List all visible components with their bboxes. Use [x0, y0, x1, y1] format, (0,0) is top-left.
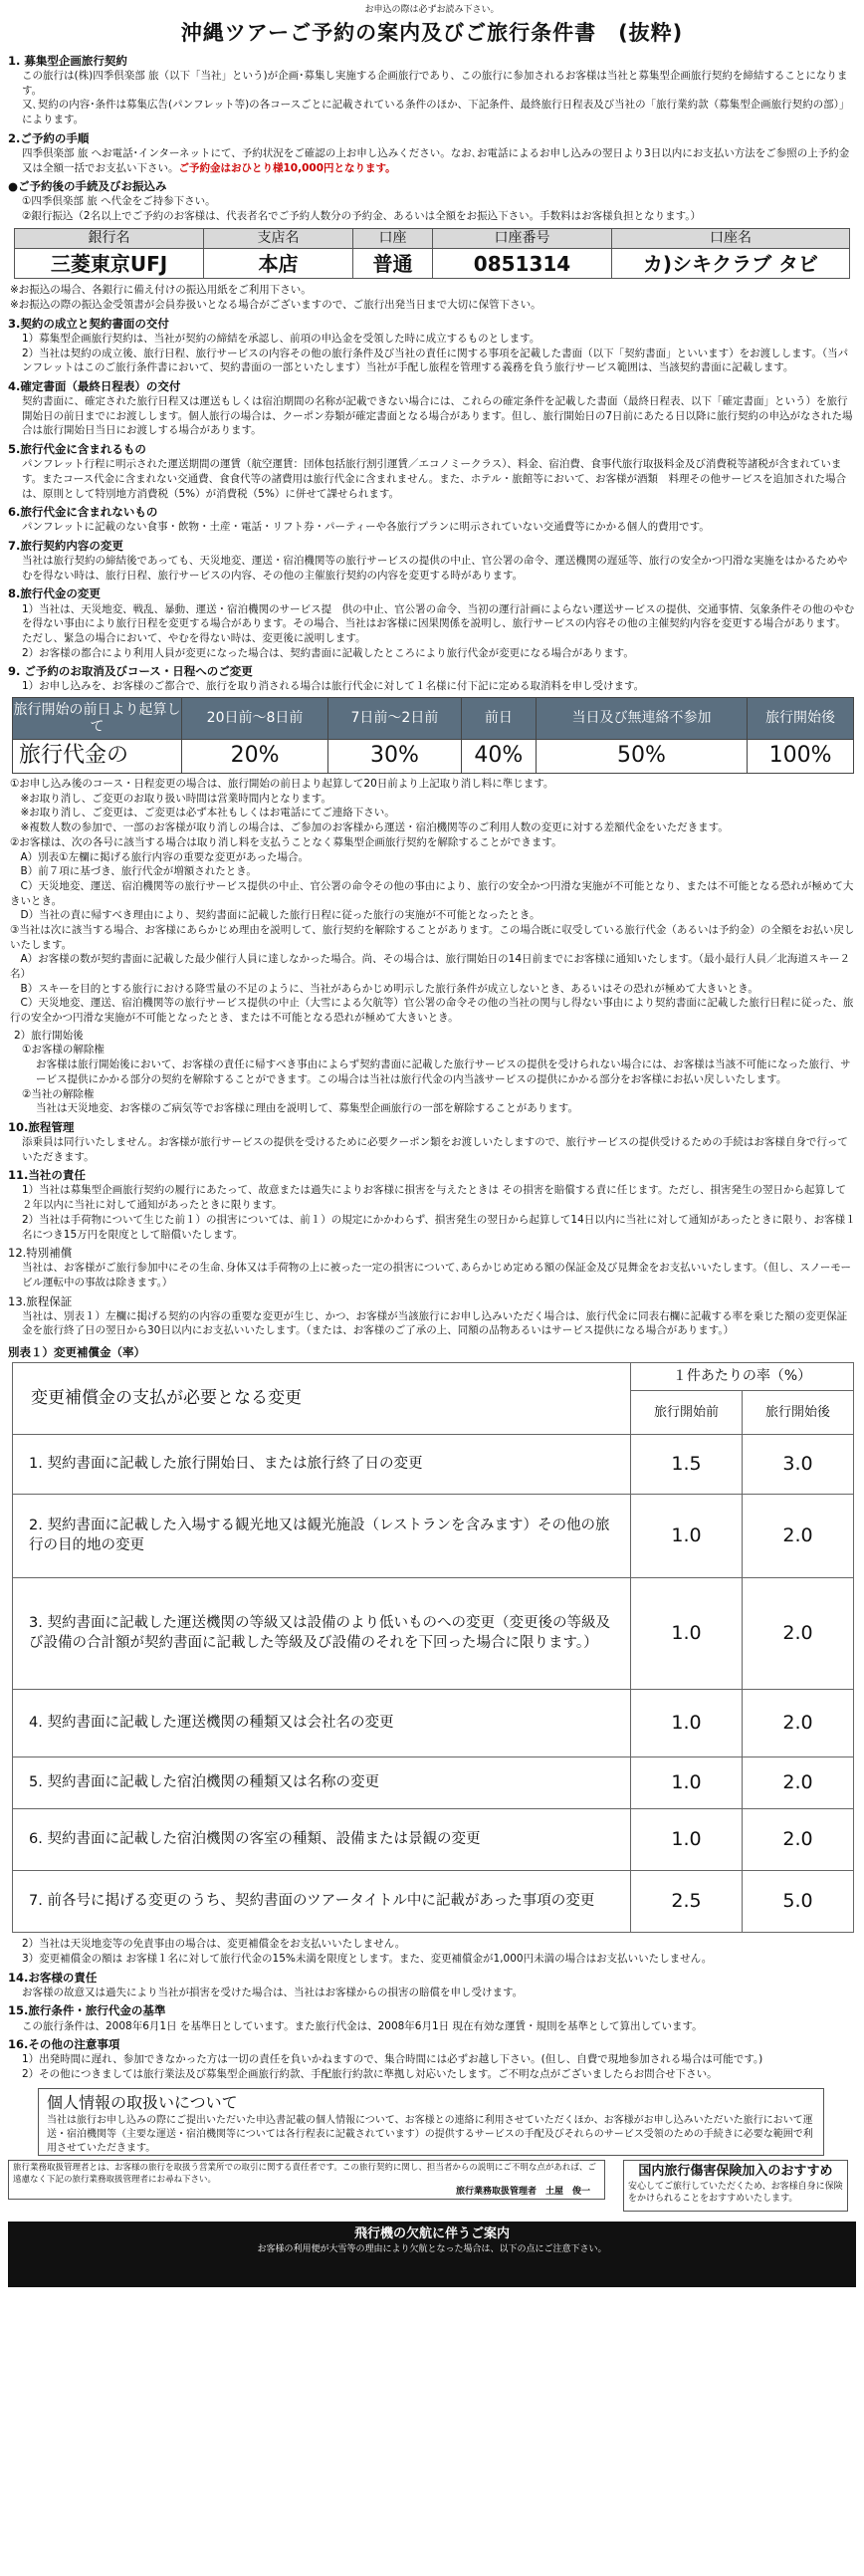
cancel-note: B）前７項に基づき、旅行代金が増額されたとき。: [10, 865, 257, 878]
compensation-head: 変更補償金の支払が必要となる変更: [13, 1363, 631, 1435]
cancel-note: ②お客様は、次の各号に該当する場合は取り消し料を支払うことなく募集型企画旅行契約を解除することができます。: [10, 835, 562, 848]
privacy-heading: 個人情報の取扱いについて: [47, 2092, 238, 2112]
sub-heading: ①お客様の解除権: [22, 1044, 105, 1056]
rate-before: 1.0: [631, 1757, 743, 1809]
section-heading: 3.契約の成立と契約書面の交付: [8, 316, 169, 331]
paragraph: ②銀行振込（2名以上でご予約のお客様は、代表者名でご予約人数分の予約金、あるいは全額をお振込下さい。手数料はお客様負担となります。）: [22, 210, 702, 223]
paragraph: お客様は旅行開始後において、お客様の責任に帰すべき事由によらず契約書面に記載した旅行サービスの提供を受けられない場合には、お客様は当該不可能になった旅行、サービス提供にかかる部分の契約を解除することができます。この場合は当社は旅行代金の内当該サービスの提供にかかる部分をお客様にお払い戻しいたします。: [36, 1058, 851, 1085]
section-heading: 11.当社の責任: [8, 1168, 86, 1183]
bank-account-table: [14, 228, 850, 280]
privacy-text: 当社は旅行お申し込みの際にご提出いただいた申込書記載の個人情報について、お客様との連絡に利用させていただくほか、お客様がお申し込みいただいた旅行において運送・宿泊機関等（主要な運送・宿泊機関等については各行程表に記載されています）の提供するサービスの手配及びそれらのサービス受領のための手続きに必要な範囲で利用させていただきます。: [47, 2114, 813, 2154]
account-number: 0851314: [433, 249, 612, 279]
bank-header: 口座番号: [433, 228, 612, 249]
sub-heading: 2）旅行開始後: [14, 1029, 84, 1042]
section-heading: 12.特別補償: [8, 1246, 73, 1261]
paragraph: 1）出発時間に遅れ、参加できなかった方は一切の責任を負いかねますので、集合時間には必ずお越し下さい。(但し、自費で現地参加される場合は可能です。): [22, 2053, 763, 2066]
cancel-rate: 50%: [536, 740, 747, 774]
compensation-note: 3）変更補償金の額は お客様１名に対して旅行代金の15%未満を限度とします。また、変更補償金が1,000円未満の場合はお支払いいたしません。: [22, 1952, 713, 1965]
paragraph: 2）当社は手荷物について生じた前１）の損害については、前１）の規定にかかわらず、損害発生の翌日から起算して14日以内に当社に対して通知があったときに限り、お客様１名につき15万円を限度として賠償いたします。: [22, 1213, 856, 1241]
manager-box: [8, 2160, 605, 2200]
cancel-note: ①お申し込み後のコース・日程変更の場合は、旅行開始の前日より起算して20日前より上記取り消し料に準じます。: [10, 778, 554, 791]
cancel-notes: [8, 777, 856, 1026]
cancel-note: A）お客様の数が契約書面に記載した最少催行人員に達しなかった場合。尚、その場合は、旅行開始日の14日前までにお客様に通知いたします。（最小最行人員／北海道スキー２名）: [10, 953, 850, 981]
cancel-header: 旅行開始の前日より起算して: [13, 698, 182, 740]
paragraph: 1）当社は募集型企画旅行契約の履行にあたって、故意または過失によりお客様に損害を与えたときは その損害を賠償する責に任じます。ただし、損害発生の翌日から起算して２年以内に当社に対して通知があったときに限ります。: [22, 1184, 846, 1212]
footer-banner: [8, 2222, 856, 2287]
rate-after: 2.0: [743, 1690, 854, 1757]
section-heading: 5.旅行代金に含まれるもの: [8, 442, 146, 457]
account-name: カ)シキクラブ タビ: [612, 249, 850, 279]
cancel-note: ※お取り消し、ご変更は、ご変更は必ず本社もしくはお電話にてご連絡下さい。: [10, 807, 395, 820]
paragraph: パンフレット行程に明示された運送期間の運賃（航空運賃：団体包括旅行割引運賃／エコノミークラス）、料金、宿泊費、食事代旅行取扱料金及び消費税等諸税が含まれています。またコース代金に含まれない交通費、食食代等の諸費用は旅行代金に含まれません。また、ホテル・旅館等において、お客様が酒類 料理その他サービスを追加された場合は、原則として特別地方消費税（5%）が消費税（5%）に併せて課せられます。: [22, 458, 847, 500]
cancel-header: 当日及び無連絡不参加: [536, 698, 747, 740]
account-type: 普通: [353, 249, 433, 279]
cancel-header: 旅行開始後: [748, 698, 854, 740]
section-heading: 16.その他の注意事項: [8, 2037, 120, 2052]
cancel-note: ③当社は次に該当する場合、お客様にあらかじめ理由を説明して、旅行契約を解除することがあります。この場合既に収受している旅行代金（あるいは予約金）の全額をお払い戻しいたします。: [10, 923, 855, 951]
section-heading: 7.旅行契約内容の変更: [8, 539, 123, 553]
compensation-item: 6. 契約書面に記載した宿泊機関の客室の種類、設備または景観の変更: [13, 1809, 631, 1871]
section-heading: 10.旅程管理: [8, 1119, 75, 1134]
cancel-rate: 40%: [461, 740, 536, 774]
compensation-item: 5. 契約書面に記載した宿泊機関の種類又は名称の変更: [13, 1757, 631, 1809]
section-heading: ●ご予約後の手続及びお振込み: [8, 179, 167, 194]
page-title: 沖縄ツアーご予約の案内及びご旅行条件書 (抜粋): [180, 21, 684, 45]
paragraph: お客様の故意又は過失により当社が損害を受けた場合は、当社はお客様からの損害の賠償を申し受けます。: [22, 1986, 524, 1998]
manager-text: 旅行業務取扱管理者とは、お客様の旅行を取扱う営業所での取引に関する責任者です。この旅行契約に関し、担当者からの説明にご不明な点があれば、ご遠慮なく下記の旅行業務取扱管理者にお尋ね下さい。: [13, 2162, 596, 2185]
insurance-box: [623, 2160, 848, 2212]
before-head: 旅行開始前: [631, 1391, 743, 1435]
compensation-item: 3. 契約書面に記載した運送機関の等級又は設備のより低いものへの変更（変更後の等級及び設備の合計額が契約書面に記載した等級及び設備のそれを下回った場合に限ります。）: [13, 1578, 631, 1690]
paragraph: 添乗員は同行いたしません。お客様が旅行サービスの提供を受けるために必要クーポン類をお渡しいたしますので、旅行サービスの提供受けるための手続はお客様自身で行っていただきます。: [22, 1136, 848, 1163]
cancel-header: 20日前～8日前: [182, 698, 328, 740]
section-heading: 6.旅行代金に含まれないもの: [8, 505, 158, 520]
footer-text: お客様の利用便が大雪等の理由により欠航となった場合は、以下の点にご注意下さい。: [257, 2243, 607, 2254]
paragraph: この旅行条件は、2008年6月1日 を基準日としています。また旅行代金は、2008年6月1日 現在有効な運賃・規則を基準として算出しています。: [22, 2019, 703, 2032]
paragraph-text: 四季倶楽部 旅 へお電話･インターネットにて、予約状況をご確認の上お申し込みください。なお､お電話によるお申し込みの翌日より3日以内にお支払い方法をご参照の上予約金又は全額一括でお支払い下さい。: [22, 146, 850, 174]
cancel-header: 7日前～2日前: [328, 698, 462, 740]
rate-before: 1.0: [631, 1809, 743, 1871]
cancel-note: A）別表①左欄に掲げる旅行内容の重要な変更があった場合。: [10, 850, 309, 863]
cancel-note: C）天災地変、運送、宿泊機関等の旅行サービス提供の中止、官公署の命令その他の事由により、旅行の安全かつ円滑な実施が不可能となり、または不可能となる恐れが極めて大きいとき。: [10, 879, 854, 907]
cancel-row-label: 旅行代金の: [13, 740, 182, 774]
manager-name: 土屋 俊一: [544, 2187, 590, 2198]
rate-before: 1.0: [631, 1495, 743, 1578]
cancel-rate: 20%: [182, 740, 328, 774]
paragraph: 契約書面に、確定された旅行日程又は運送もしくは宿泊期間の名称が記載できない場合には、これらの確定条件を記載した書面（最終日程表、以下「確定書面」という）を旅行開始日の前日までにお渡しします。個人旅行の場合は、クーポン券類が確定書面となる場合があります。但し、旅行開始日の7日前にあたる日以降に旅行契約の申込がなされた場合は旅行開始日当日にお渡しする場合があります。: [22, 395, 853, 437]
rate-before: 1.0: [631, 1690, 743, 1757]
cancel-note: C）天災地変、運送、宿泊機関等の旅行サービス提供の中止（大雪による欠航等）官公署の命令その他の当社の関与し得ない事由により契約書面に記載した旅行日程に従った、旅行の安全かつ円滑な実施が不可能となったとき、または不可能となる恐れが極めて大きいとき。: [10, 997, 854, 1025]
section-heading: 2.ご予約の手順: [8, 130, 90, 145]
rate-before: 1.5: [631, 1435, 743, 1495]
rate-after: 2.0: [743, 1495, 854, 1578]
bank-header: 支店名: [204, 228, 353, 249]
rate-after: 5.0: [743, 1871, 854, 1933]
compensation-item: 7. 前各号に掲げる変更のうち、契約書面のツアータイトル中に記載があった事項の変更: [13, 1871, 631, 1933]
insurance-heading: 国内旅行傷害保険加入のおすすめ: [638, 2163, 833, 2179]
cancel-note: ※お取り消し、ご変更のお取り扱い時間は営業時間内となります。: [10, 792, 331, 805]
rate-before: 1.0: [631, 1578, 743, 1690]
bank-note: ※お振込の際の振込金受領書が会員券扱いとなる場合がございますので、ご旅行出発当日まで大切に保管下さい。: [10, 299, 541, 312]
compensation-note: 2）当社は天災地変等の免責事由の場合は、変更補償金をお支払いいたしません。: [22, 1938, 406, 1951]
paragraph: 当社は、別表１）左欄に掲げる契約の内容の重要な変更が生じ、かつ、お客様が当該旅行にお申し込みいただく場合は、旅行代金に同表右欄に記載する率を乗じた額の変更保証金を旅行終了日の翌日から30日以内にお支払いいたします。（または、お客様のご了承の上、同額の品物あるいはサービス提供になる場合があります。）: [22, 1309, 848, 1337]
rate-head: １件あたりの率（%）: [631, 1363, 854, 1391]
bank-name: 三菱東京UFJ: [15, 249, 204, 279]
section-heading: 13.旅程保証: [8, 1293, 73, 1308]
rate-after: 3.0: [743, 1435, 854, 1495]
paragraph: 2）当社は契約の成立後、旅行日程、旅行サービスの内容その他の旅行条件及び当社の責任に関する事項を記載した書面（以下「契約書面」といいます）をお渡しします。（当パンフレットはこのご旅行条件書において、契約書面の一部といたします）当社が手配し旅程を管理する義務を負う旅行サービス範囲は、当該契約書面に記載します。: [22, 347, 849, 374]
bank-note: ※お振込の場合、各銀行に備え付けの振込用紙をご利用下さい。: [10, 284, 312, 297]
paragraph: 当社は、お客様がご旅行参加中にその生命､身体又は手荷物の上に被った一定の損害について､あらかじめ定める額の保証金及び見舞金をお支払いいたします。（但し、スノーモービル運転中の事故は除きます。）: [22, 1262, 851, 1288]
sub-heading: ②当社の解除権: [22, 1087, 95, 1100]
paragraph: 1）募集型企画旅行契約は、当社が契約の締結を承認し、前項の申込金を受領した時に成立するものとします。: [22, 332, 540, 345]
cancel-note: ※複数人数の参加で、一部のお客様が取り消しの場合は、ご参加のお客様から運送・宿泊機関等のご利用人数の変更に対する差額代金をいただきます。: [10, 821, 729, 834]
cancel-rate: 100%: [748, 740, 854, 774]
section-heading: 1. 募集型企画旅行契約: [8, 54, 127, 68]
cancel-note: B）スキーを目的とする旅行における降雪量の不足のように、当社があらかじめ明示した旅行条件が成立しないとき、あるいはその恐れが極めて大きいとき。: [10, 982, 758, 995]
cancel-note: D）当社の責に帰すべき理由により、契約書面に記載した旅行日程に従った旅行の実施が不可能となったとき。: [10, 909, 540, 922]
table-caption: 別表１）変更補償金（率）: [8, 1345, 145, 1360]
paragraph: 2）お客様の都合により利用人員が変更になった場合は、契約書面に記載したところにより旅行代金が変更になる場合があります。: [22, 646, 634, 659]
manager-label: 旅行業務取扱管理者: [455, 2187, 537, 2198]
bank-header: 口座: [353, 228, 433, 249]
paragraph: 当社は天災地変、お客様のご病気等でお客様に理由を説明して、募集型企画旅行の一部を解除することがあります。: [36, 1102, 578, 1115]
privacy-box: [38, 2088, 824, 2156]
paragraph: 1）お申し込みを、お客様のご都合で、旅行を取り消される場合は旅行代金に対して１名様に付下記に定める取消料を申し受けます。: [22, 680, 645, 693]
branch-name: 本店: [204, 249, 353, 279]
paragraph: 1）当社は、天災地変、戦乱、暴動、運送・宿泊機関のサービス提 供の中止、官公署の命令、当初の運行計画によらない運送サービスの提供、交通事情、気象条件その他のやむを得ない事由により旅行日程を変更する場合があります。その場合、当社はお客様に因果関係を説明し、旅行サービスの内容その他の主催契約内容を変更する場合があります。ただし、緊急の場合において、やむを得ない時は、変更後に説明します。: [22, 602, 855, 644]
compensation-item: 4. 契約書面に記載した運送機関の種類又は会社名の変更: [13, 1690, 631, 1757]
bank-header: 口座名: [612, 228, 850, 249]
footer-heading: 飛行機の欠航に伴うご案内: [353, 2225, 510, 2241]
rate-after: 2.0: [743, 1578, 854, 1690]
rate-after: 2.0: [743, 1757, 854, 1809]
bottom-info-row: [8, 2160, 856, 2218]
paragraph: この旅行は(株)四季倶楽部 旅（以下「当社」という)が企画･募集し実施する企画旅行であり、この旅行に参加されるお客様は当社と募集型企画旅行契約を締結することになります。: [22, 70, 848, 97]
section-heading: 15.旅行条件・旅行代金の基準: [8, 2003, 166, 2018]
manager-signature: [13, 2186, 600, 2199]
section-heading: 8.旅行代金の変更: [8, 586, 101, 601]
paragraph: パンフレットに記載のない食事・飲物・土産・電話・リフト券・パーティーや各旅行プランに明示されていない交通費等にかかる個人的費用です。: [22, 521, 710, 534]
rate-before: 2.5: [631, 1871, 743, 1933]
compensation-item: 2. 契約書面に記載した入場する観光地又は観光施設（レストランを含みます）その他の旅行の目的地の変更: [13, 1495, 631, 1578]
cancellation-fee-table: [12, 697, 854, 774]
paragraph: 当社は旅行契約の締結後であっても、天災地変、運送・宿泊機関等の旅行サービスの提供の中止、官公署の命令、運送機関の遅延等、旅行の安全かつ円滑な実施をはかるためやむを得ない時は、旅行日程、旅行サービスの内容、その他の主催旅行契約の内容を変更する時があります。: [22, 555, 848, 582]
insurance-text: 安心してご旅行していただくため、お客様自身に保険をかけられることをおすすめいたします。: [628, 2181, 843, 2205]
paragraph: ①四季倶楽部 旅 へ代金をご持参下さい。: [22, 195, 216, 208]
cancel-header: 前日: [461, 698, 536, 740]
compensation-item: 1. 契約書面に記載した旅行開始日、または旅行終了日の変更: [13, 1435, 631, 1495]
section-heading: 14.お客様の責任: [8, 1970, 98, 1985]
cancel-rate: 30%: [328, 740, 462, 774]
section-heading: 9. ご予約のお取消及びコース・日程へのご変更: [8, 664, 253, 679]
rate-after: 2.0: [743, 1809, 854, 1871]
bank-header: 銀行名: [15, 228, 204, 249]
paragraph: 2）その他につきましては旅行業法及び募集型企画旅行約款、手配旅行約款に準拠し対応いたします。ご不明な点がございましたらお問合せ下さい。: [22, 2067, 718, 2080]
paragraph: [8, 146, 856, 175]
paragraph: 又､契約の内容･条件は募集広告(パンフレット等)の各コースごとに記載されている条件のほか、下記条件、最終旅行日程表及び当社の「旅行業約款（募集型企画旅行契約の部）」によります。: [22, 99, 850, 126]
deposit-notice: ご予約金はおひとり様10,000円となります。: [178, 161, 396, 174]
top-note: お申込の際は必ずお読み下さい。: [364, 5, 500, 15]
section-heading: 4.確定書面（最終日程表）の交付: [8, 378, 181, 393]
compensation-table: [12, 1362, 854, 1933]
after-head: 旅行開始後: [743, 1391, 854, 1435]
